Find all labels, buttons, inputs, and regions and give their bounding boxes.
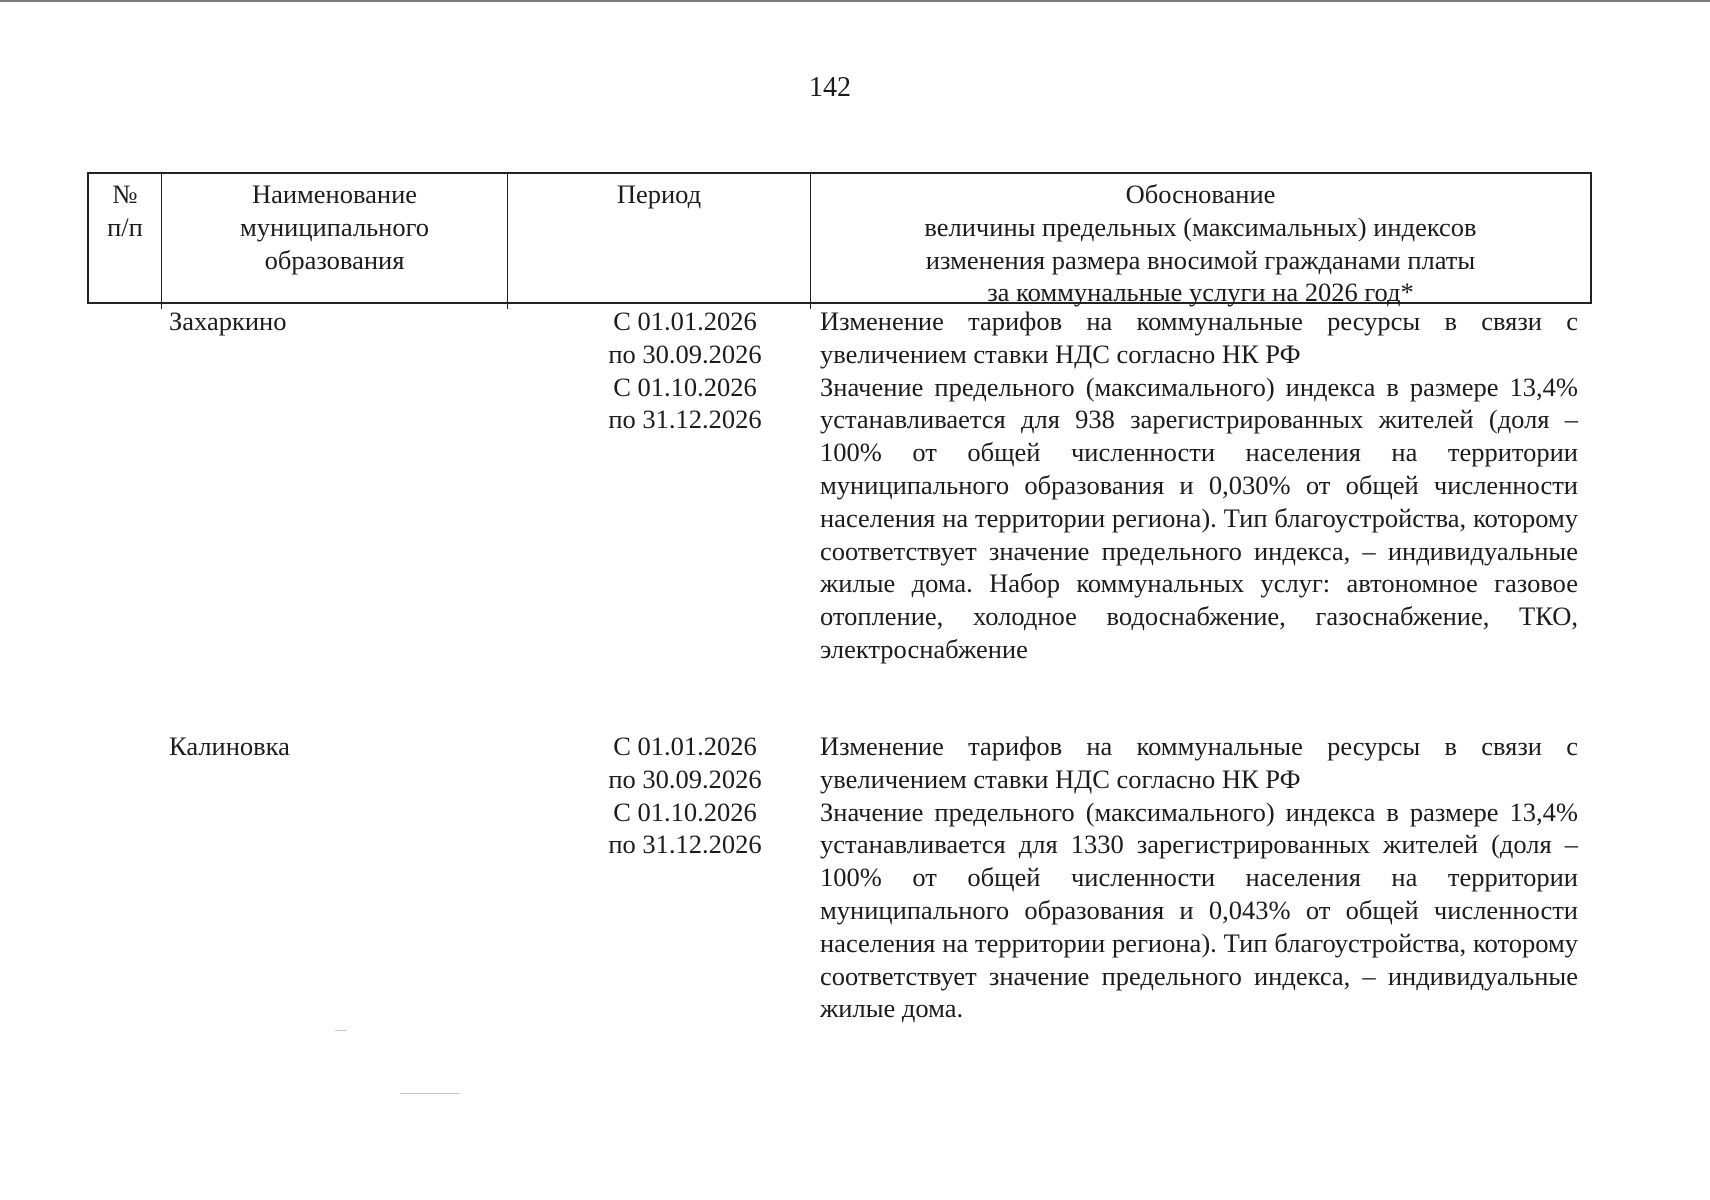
scan-speck (400, 1093, 460, 1094)
basis-paragraph: Изменение тарифов на коммунальные ресурсы в связи с увеличением ставки НДС согласно НК РФ (820, 731, 1578, 794)
municipality-name: Калиновка (169, 731, 290, 761)
period-cell: С 01.01.2026 по 30.09.2026 С 01.10.2026 по 31.12.2026 (608, 306, 762, 435)
header-basis: Обоснование величины предельных (максимальных) индексов изменения размера вносимой гражданами платы за коммунальные услуги на 2026 год* (810, 174, 1590, 309)
basis-cell (820, 730, 1578, 1025)
page-number: 142 (809, 72, 851, 103)
table-header (87, 172, 1592, 308)
scan-speck (335, 1030, 347, 1031)
basis-paragraph: Изменение тарифов на коммунальные ресурсы в связи с увеличением ставки НДС согласно НК РФ (820, 306, 1578, 369)
basis-cell (820, 305, 1578, 666)
basis-paragraph: Значение предельного (максимального) индекса в размере 13,4% устанавливается для 1330 зарегистрированных жителей (доля – 100% от общей численности населения на территории муниципального образования и 0,043% от общей численности населения на территории региона). Тип благоустройства, которому соответствует значение предельного индекса, – индивидуальные жилые дома. (820, 796, 1578, 1024)
municipality-name: Захаркино (169, 306, 287, 336)
header-num: № п/п (107, 179, 143, 242)
basis-paragraph: Значение предельного (максимального) индекса в размере 13,4% устанавливается для 938 зарегистрированных жителей (доля – 100% от общей численности населения на территории муниципального образования и 0,030% от общей численности населения на территории региона). Тип благоустройства, которому соответствует значение предельного индекса, – индивидуальные жилые дома. Набор коммунальных услуг: автономное газовое отопление, холодное водоснабжение, газоснабжение, ТКО, электроснабжение (820, 371, 1578, 664)
scan-top-edge (0, 0, 1710, 2)
period-cell: С 01.01.2026 по 30.09.2026 С 01.10.2026 по 31.12.2026 (608, 731, 762, 860)
header-name: Наименование муниципального образования (161, 174, 507, 309)
header-period: Период (507, 174, 810, 309)
